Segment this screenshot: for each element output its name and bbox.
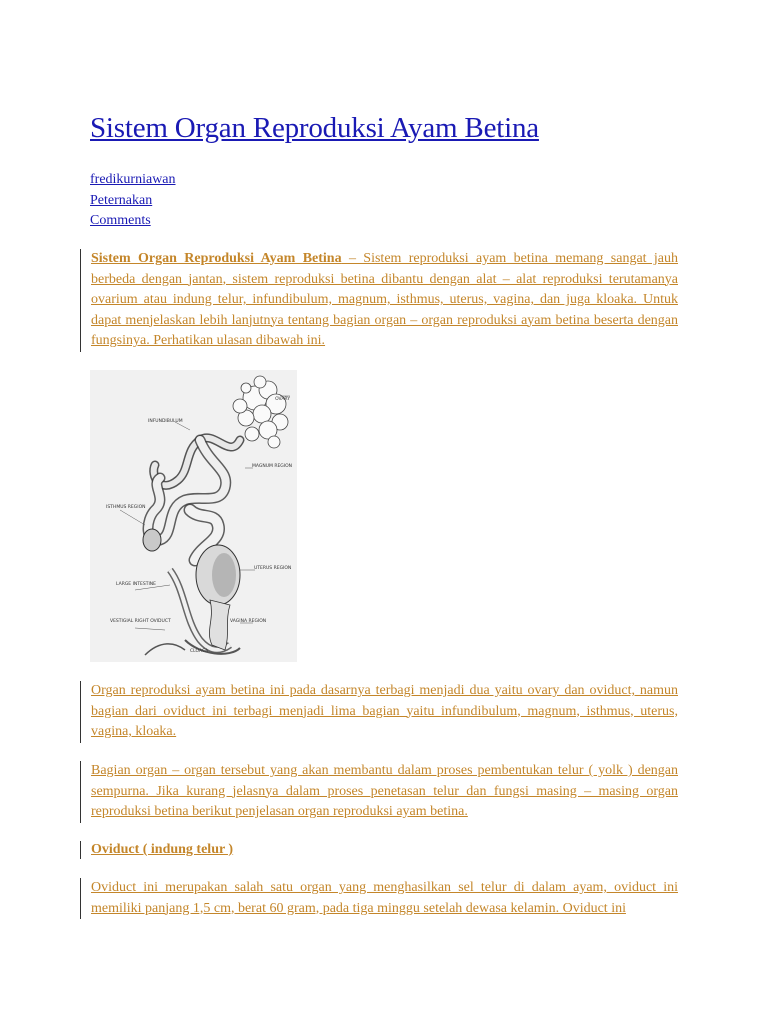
paragraph-1[interactable]: Organ reproduksi ayam betina ini pada dasarnya terbagi menjadi dua yaitu ovary dan oviduct, namun bagian dari oviduct ini terbagi menjadi lima bagian yaitu infundibulum, magnum, isthmus, uterus, vagina, kloaka.	[91, 683, 678, 739]
paragraph-block-1	[80, 681, 678, 743]
section-heading-block	[80, 841, 678, 859]
label-vestigial-oviduct: VESTIGIAL RIGHT OVIDUCT	[110, 619, 171, 624]
isthmus-egg-shape	[143, 529, 161, 551]
comments-link[interactable]: Comments	[90, 213, 151, 228]
intro-block	[80, 249, 678, 352]
intro-text: – Sistem reproduksi ayam betina memang sangat jauh berbeda dengan jantan, sistem reproduksi betina dibantu dengan alat – alat reproduksi terutamanya ovarium atau indung telur, infundibulum, magnum, isthmus, uterus, vagina, dan juga kloaka. Untuk dapat menjelaskan lebih lanjutnya tentang bagian organ – organ reproduksi ayam betina beserta dengan fungsinya. Perhatikan ulasan dibawah ini.	[91, 251, 679, 348]
paragraph-block-2	[80, 761, 678, 823]
section-text-block	[80, 878, 678, 919]
section-paragraph[interactable]: Oviduct ini merupakan salah satu organ yang menghasilkan sel telur di dalam ayam, oviduct ini memiliki panjang 1,5 cm, berat 60 gram, pada tiga minggu setelah dewasa kelamin. Oviduct ini	[91, 880, 678, 916]
label-ovary: OVARY	[275, 397, 290, 402]
label-uterus: UTERUS REGION	[254, 566, 292, 571]
author-link[interactable]: fredikurniawan	[90, 172, 176, 187]
paragraph-2[interactable]: Bagian organ – organ tersebut yang akan membantu dalam proses pembentukan telur ( yolk ) dengan sempurna. Jika kurang jelasnya dalam proses penetasan telur dan fungsi masing – masing organ reproduksi betina berikut penjelasan organ reproduksi ayam betina.	[91, 763, 678, 819]
article-meta	[90, 170, 176, 232]
label-vagina: VAGINA REGION	[230, 619, 267, 624]
label-cloaca: CLOACA	[190, 649, 209, 654]
label-isthmus: ISTHMUS REGION	[106, 505, 146, 510]
section-heading[interactable]: Oviduct ( indung telur )	[91, 842, 234, 857]
reproductive-organ-diagram	[90, 370, 297, 662]
label-infundibulum: INFUNDIBULUM	[148, 419, 183, 424]
diagram-illustration	[90, 370, 297, 662]
category-link[interactable]: Peternakan	[90, 192, 153, 208]
article-title[interactable]: Sistem Organ Reproduksi Ayam Betina	[90, 112, 539, 144]
intro-paragraph[interactable]	[91, 249, 678, 352]
intro-lead: Sistem Organ Reproduksi Ayam Betina	[91, 251, 342, 266]
label-magnum: MAGNUM REGION	[252, 464, 293, 469]
label-large-intestine: LARGE INTESTINE	[116, 582, 157, 587]
